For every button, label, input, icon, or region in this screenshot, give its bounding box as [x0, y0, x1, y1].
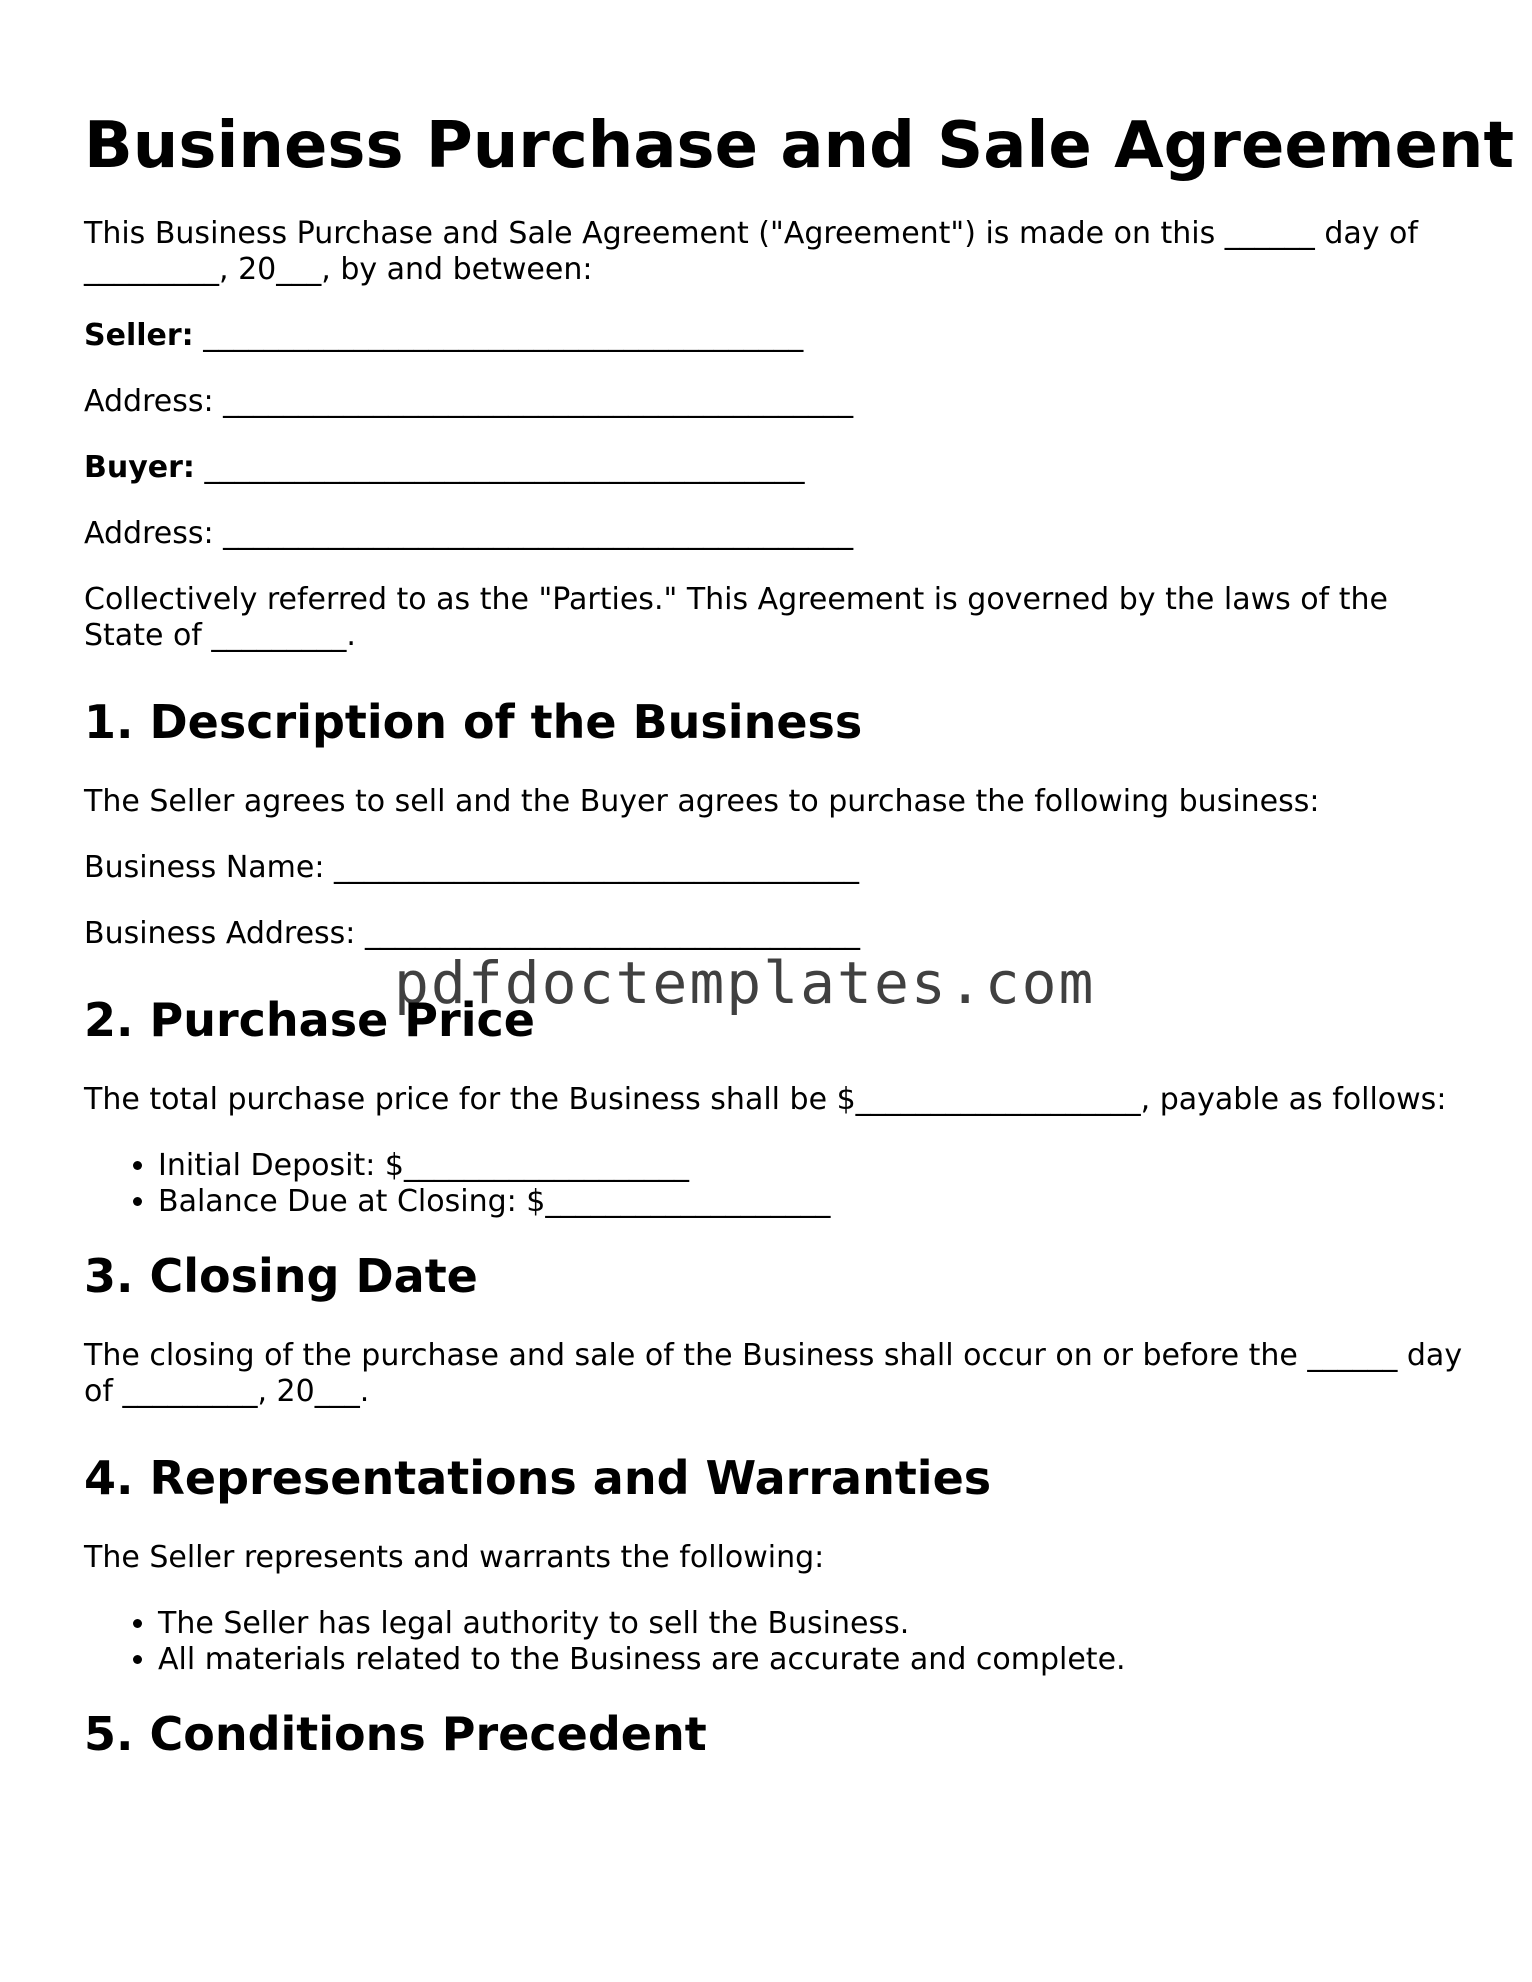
payment-list [84, 1148, 1464, 1220]
section-heading-purchase-price: 2. Purchase Price [84, 993, 535, 1047]
section-purchase-price-text: The total purchase price for the Business shall be $___________________, payable as follows: [84, 1082, 1447, 1117]
seller-blank: ________________________________________ [193, 318, 804, 353]
section-representations-text: The Seller represents and warrants the following: [84, 1540, 825, 1575]
buyer-label: Buyer: [84, 450, 195, 485]
seller-label: Seller: [84, 318, 194, 353]
seller-address-field: Address: __________________________________________ [84, 384, 854, 419]
list-item: • Initial Deposit: $___________________ [158, 1148, 1464, 1184]
warranties-list [84, 1606, 1464, 1678]
list-item: • All materials related to the Business are accurate and complete. [158, 1642, 1464, 1678]
watermark: pdfdoctemplates.com [394, 949, 1096, 1017]
business-address-field: Business Address: _________________________________ [84, 916, 860, 951]
document-page [84, 0, 1515, 1762]
document-title: Business Purchase and Sale Agreement [84, 109, 1515, 183]
buyer-address-field: Address: __________________________________________ [84, 516, 854, 551]
section-description-text: The Seller agrees to sell and the Buyer agrees to purchase the following business: [84, 784, 1320, 819]
parties-paragraph: Collectively referred to as the "Parties." This Agreement is governed by the laws of the State of _________. [84, 582, 1388, 653]
section-heading-conditions-precedent: 5. Conditions Precedent [84, 1707, 707, 1761]
section-heading-description: 1. Description of the Business [84, 695, 863, 749]
buyer-blank: ________________________________________ [194, 450, 805, 485]
buyer-field [84, 450, 1464, 486]
list-item: • The Seller has legal authority to sell the Business. [158, 1606, 1464, 1642]
section-heading-representations: 4. Representations and Warranties [84, 1451, 992, 1505]
section-heading-closing-date: 3. Closing Date [84, 1249, 478, 1303]
seller-field [84, 318, 1464, 354]
list-item: • Balance Due at Closing: $___________________ [158, 1184, 1464, 1220]
business-name-field: Business Name: ___________________________________ [84, 850, 859, 885]
section-closing-date-text: The closing of the purchase and sale of the Business shall occur on or before the ______ day of _________, 20___. [84, 1338, 1463, 1409]
intro-paragraph: This Business Purchase and Sale Agreement ("Agreement") is made on this ______ day of _________, 20___, by and between: [84, 216, 1418, 287]
